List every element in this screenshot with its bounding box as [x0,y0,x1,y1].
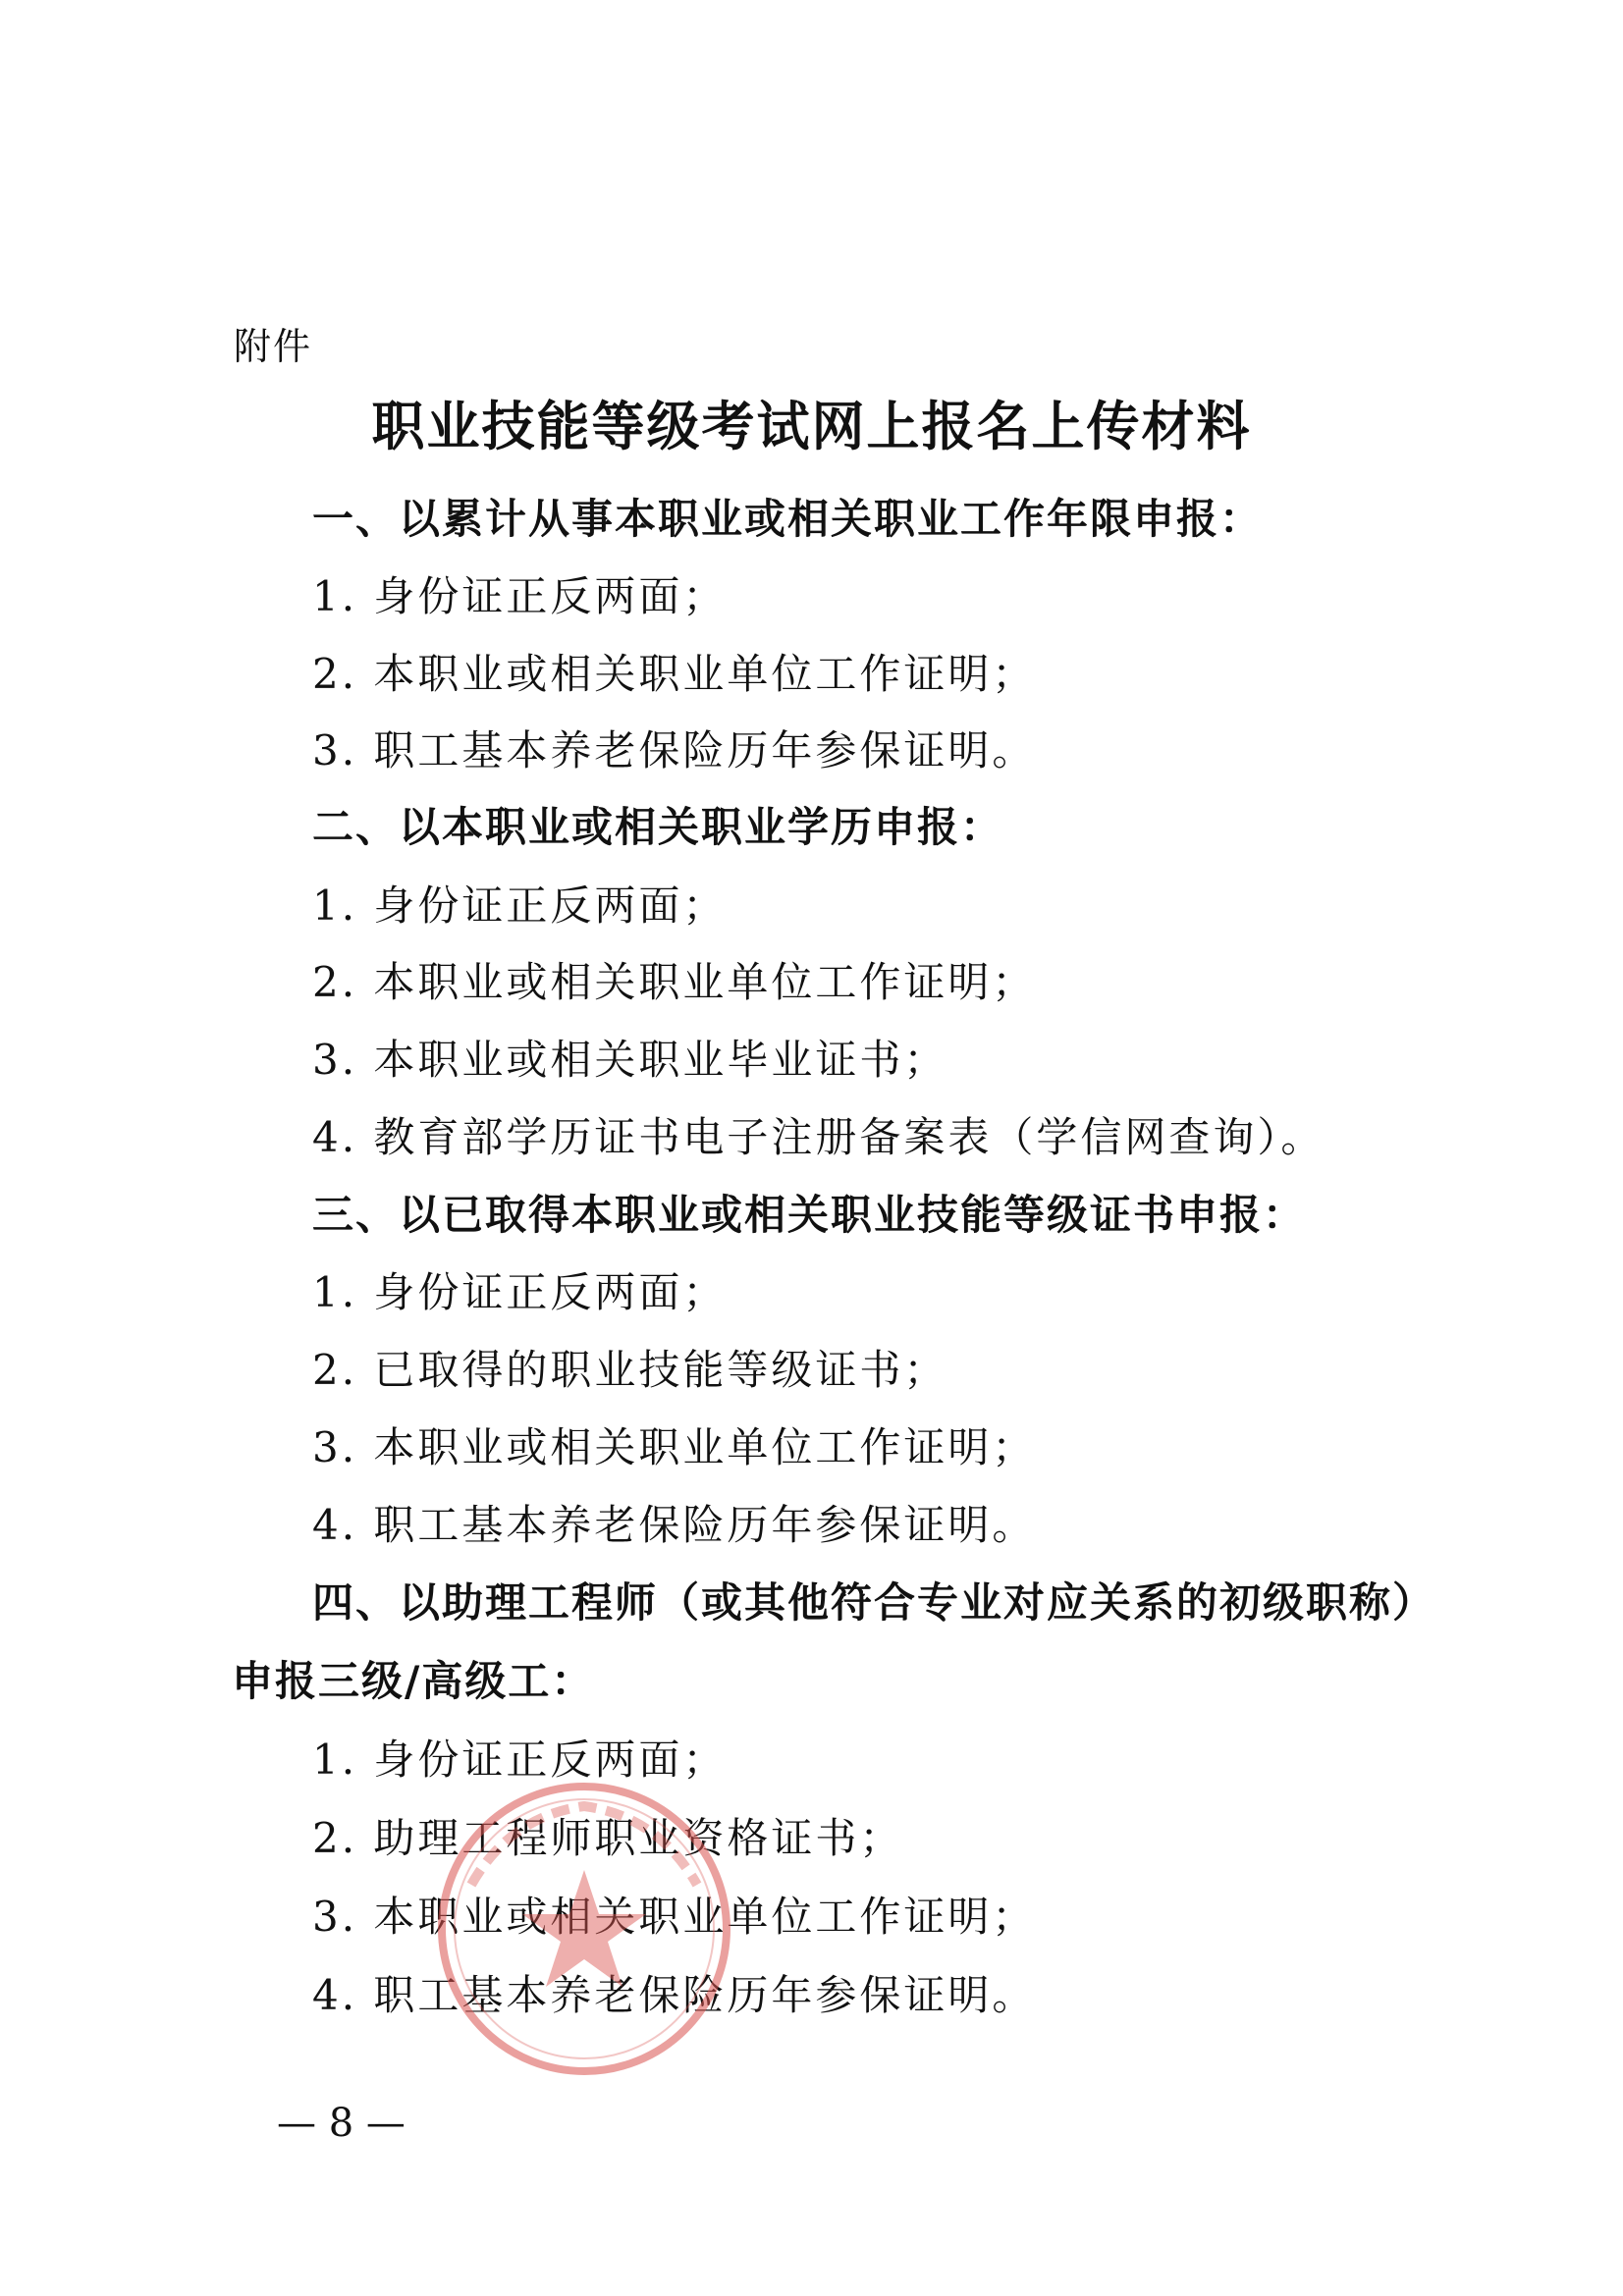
section-4-item-2: 2. 助理工程师职业资格证书； [312,1814,904,1862]
section-2-item-2: 2. 本职业或相关职业单位工作证明； [312,958,1037,1006]
section-2-item-1: 1. 身份证正反两面； [312,881,728,930]
section-3-item-2: 2. 已取得的职业技能等级证书； [312,1346,948,1394]
document-title: 职业技能等级考试网上报名上传材料 [371,396,1252,457]
page-number: — 8 — [277,2101,406,2146]
section-3-item-4: 4. 职工基本养老保险历年参保证明。 [312,1501,1037,1549]
attachment-label: 附件 [234,325,313,368]
section-4-heading-cont: 申报三级/高级工： [232,1657,595,1705]
section-1-item-2: 2. 本职业或相关职业单位工作证明； [312,650,1037,698]
section-1-item-3: 3. 职工基本养老保险历年参保证明。 [312,726,1037,774]
section-3-item-3: 3. 本职业或相关职业单位工作证明； [312,1423,1037,1471]
section-1-item-1: 1. 身份证正反两面； [312,572,728,620]
section-4-heading: 四、以助理工程师（或其他符合专业对应关系的初级职称） [312,1578,1436,1627]
section-2-heading: 二、以本职业或相关职业学历申报： [312,803,1004,851]
section-2-item-4: 4. 教育部学历证书电子注册备案表（学信网查询）。 [312,1113,1325,1161]
section-2-item-3: 3. 本职业或相关职业毕业证书； [312,1036,948,1084]
section-3-heading: 三、以已取得本职业或相关职业技能等级证书申报： [312,1191,1307,1239]
section-4-item-3: 3. 本职业或相关职业单位工作证明； [312,1893,1037,1941]
red-seal-stamp-icon [432,1777,736,2081]
section-4-item-1: 1. 身份证正反两面； [312,1735,728,1784]
section-1-heading: 一、以累计从事本职业或相关职业工作年限申报： [312,495,1264,543]
section-4-item-4: 4. 职工基本养老保险历年参保证明。 [312,1971,1037,2019]
section-3-item-1: 1. 身份证正反两面； [312,1268,728,1316]
